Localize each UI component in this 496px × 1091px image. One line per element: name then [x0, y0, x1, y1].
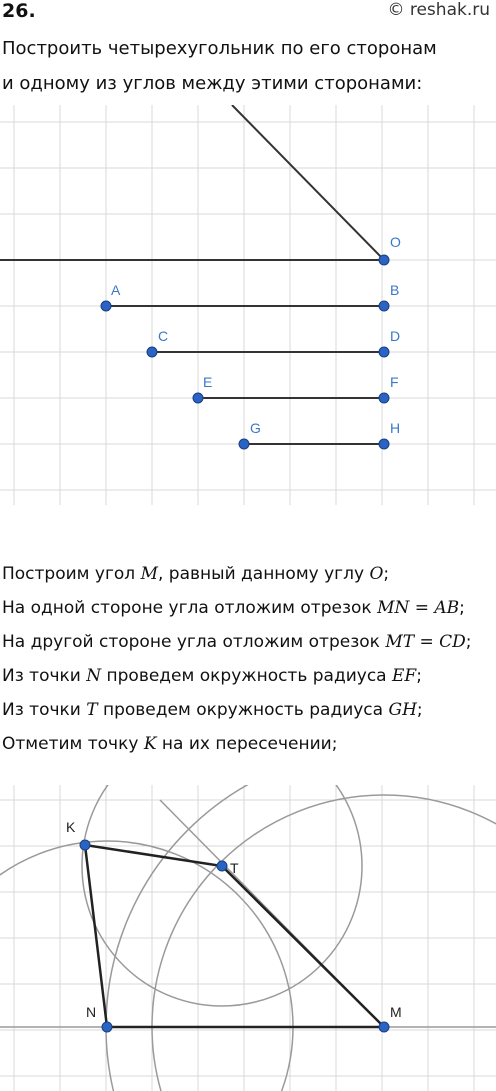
- point-a: [101, 301, 111, 311]
- label-g: G: [250, 420, 261, 436]
- point-f: [379, 393, 389, 403]
- point-d: [379, 347, 389, 357]
- point-g: [239, 439, 249, 449]
- label-d: D: [390, 328, 401, 344]
- label-h: H: [390, 420, 401, 436]
- label-c: C: [158, 328, 169, 344]
- point-h: [379, 439, 389, 449]
- intro-line-1: Построить четырехугольник по его сторонам: [2, 38, 437, 59]
- source-watermark: © reshak.ru: [387, 0, 490, 20]
- label-k: K: [66, 819, 76, 835]
- step-5: Из точки T проведем окружность радиуса GH;: [2, 700, 423, 720]
- intro-line-2: и одному из углов между этими сторонами:: [2, 73, 423, 94]
- given-figure: [0, 105, 496, 505]
- label-e: E: [203, 374, 213, 390]
- label-a: A: [111, 282, 121, 298]
- point-e: [193, 393, 203, 403]
- task-number: 26.: [2, 0, 36, 22]
- step-6: Отметим точку K на их пересечении;: [2, 734, 338, 754]
- point-c: [147, 347, 157, 357]
- step-4: Из точки N проведем окружность радиуса EF;: [2, 666, 422, 686]
- label-f: F: [390, 374, 399, 390]
- label-o: O: [390, 234, 401, 250]
- point-m: [379, 1022, 389, 1032]
- label-t: T: [230, 860, 239, 876]
- angle-ray-diagonal: [232, 105, 384, 260]
- step-3: На другой стороне угла отложим отрезок MT = CD;: [2, 632, 472, 652]
- point-o: [379, 255, 389, 265]
- label-n: N: [86, 1004, 97, 1020]
- point-n: [102, 1022, 112, 1032]
- point-b: [379, 301, 389, 311]
- step-2: На одной стороне угла отложим отрезок MN = AB;: [2, 598, 465, 618]
- step-1: Построим угол M, равный данному углу O;: [2, 564, 390, 584]
- label-m: M: [390, 1004, 402, 1020]
- construction-figure: [0, 785, 496, 1091]
- circle-n-radius-ef: [0, 841, 293, 1091]
- point-t: [217, 861, 227, 871]
- label-b: B: [390, 282, 400, 298]
- circle-t-radius-gh: [82, 785, 362, 1006]
- point-k: [80, 840, 90, 850]
- arc-large-left: [152, 795, 496, 1091]
